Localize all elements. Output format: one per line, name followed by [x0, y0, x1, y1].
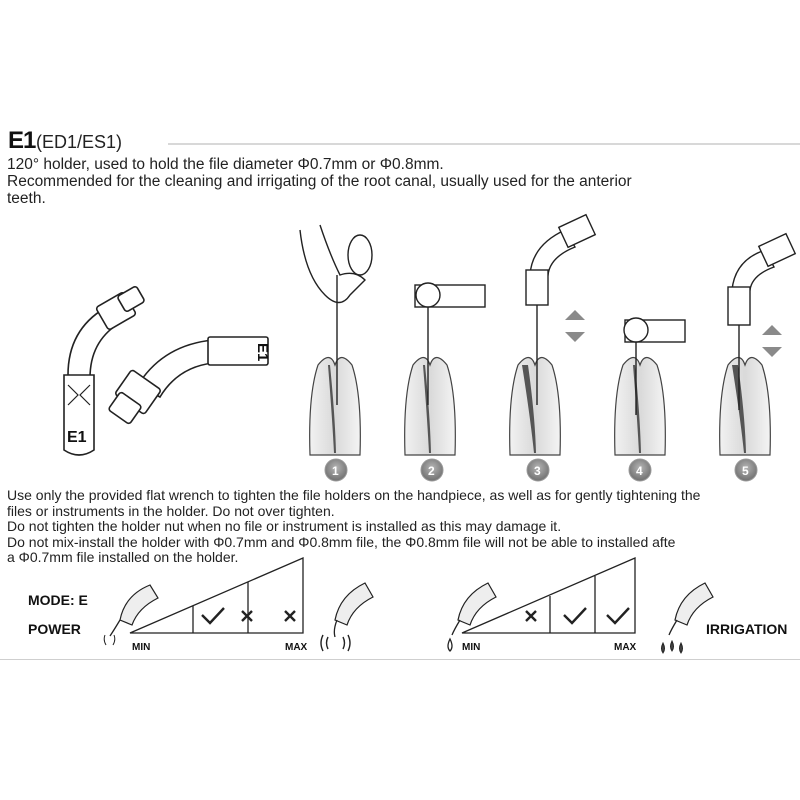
- holder-side-illustration: [118, 335, 288, 445]
- warning-line-5: a Φ0.7mm file installed on the holder.: [7, 549, 239, 565]
- svg-text:4: 4: [636, 464, 643, 478]
- warning-line-4: Do not mix-install the holder with Φ0.7mm and Φ0.8mm file, the Φ0.8mm file will not be able to installed afte: [7, 533, 676, 550]
- svg-text:1: 1: [332, 464, 339, 478]
- power-max-label: MAX: [285, 642, 308, 653]
- model-subtitle: (ED1/ES1): [36, 132, 123, 152]
- mode-label: MODE: E: [28, 592, 88, 608]
- high-irrigation-tip-icon: [655, 575, 715, 655]
- step-badge-1: [325, 459, 347, 481]
- low-irrigation-tip-icon: [438, 575, 498, 655]
- warnings: [7, 488, 800, 566]
- holder-front-label: E1: [67, 429, 87, 446]
- holder-side-label: E1: [254, 343, 271, 362]
- irrigation-max-label: MAX: [614, 642, 637, 653]
- svg-text:3: 3: [534, 464, 541, 478]
- warning-line-2: files or instruments in the holder. Do not over tighten.: [7, 502, 335, 519]
- description-line-1: 120° holder, used to hold the file diameter Φ0.7mm or Φ0.8mm.: [7, 156, 444, 173]
- model-title: E1: [8, 127, 36, 154]
- description-line-2: Recommended for the cleaning and irrigating of the root canal, usually used for the anterior: [7, 173, 632, 190]
- power-min-label: MIN: [132, 642, 151, 653]
- svg-text:2: 2: [428, 464, 435, 478]
- bottom-divider: [0, 659, 800, 660]
- header-divider: [168, 143, 800, 145]
- irrigation-min-label: MIN: [462, 642, 481, 653]
- section-header: [8, 128, 800, 154]
- low-power-tip-icon: [100, 580, 160, 650]
- step-badge-4: [629, 459, 651, 481]
- power-label: POWER: [28, 621, 81, 637]
- step-badge-3: [527, 459, 549, 481]
- step-badge-2: [421, 459, 443, 481]
- high-power-tip-icon: [315, 575, 375, 655]
- step-badge-5: [735, 459, 757, 481]
- svg-text:5: 5: [742, 464, 749, 478]
- description: [7, 156, 797, 207]
- irrigation-label: IRRIGATION: [706, 621, 788, 637]
- warning-line-1: Use only the provided flat wrench to tighten the file holders on the handpiece, as well as for gently tightening the: [7, 487, 701, 503]
- warning-line-3: Do not tighten the holder nut when no file or instrument is installed as this may damage it.: [7, 518, 562, 534]
- description-line-3: teeth.: [7, 190, 46, 207]
- installation-steps: [300, 215, 780, 478]
